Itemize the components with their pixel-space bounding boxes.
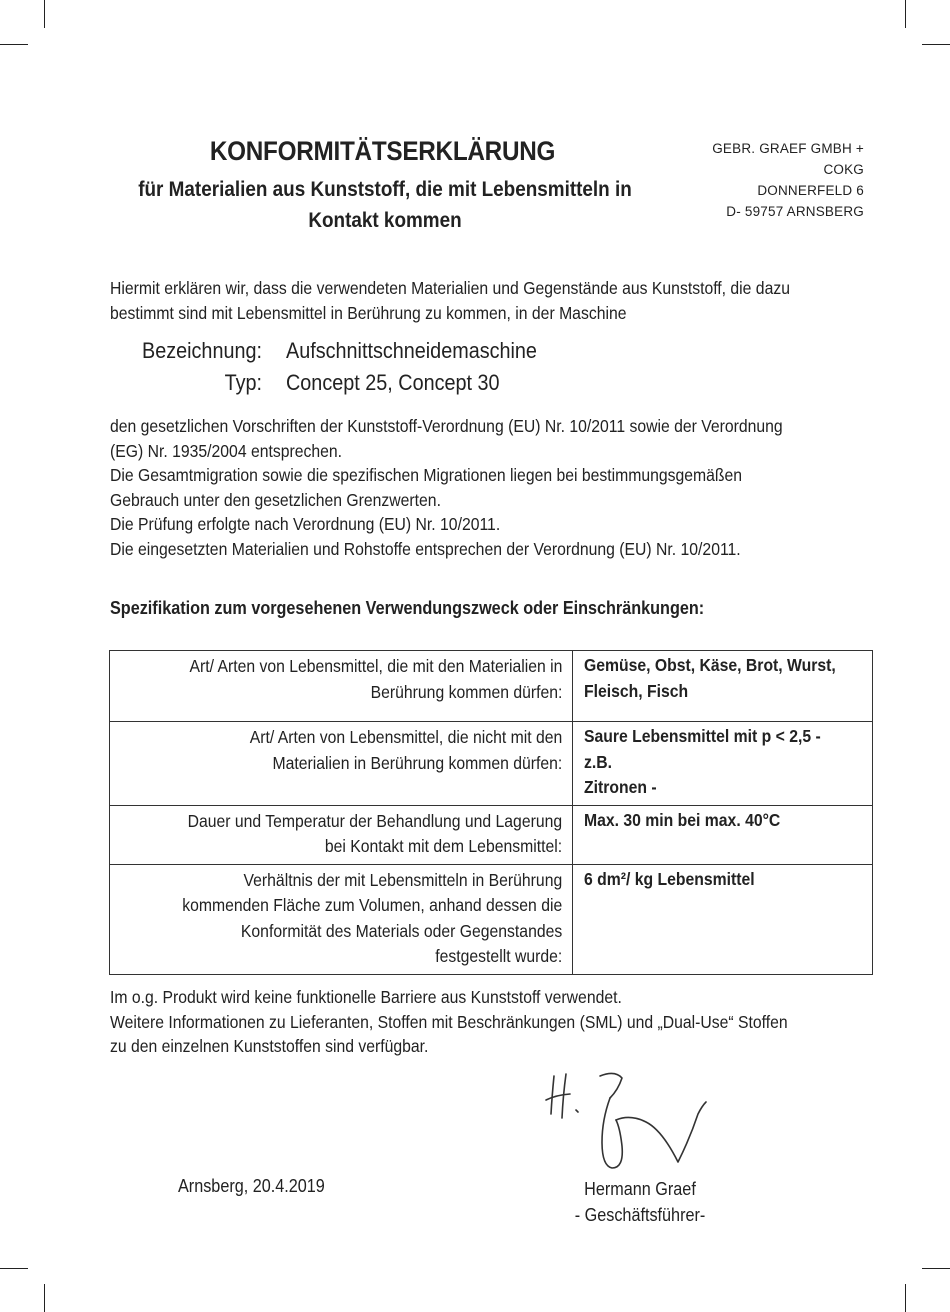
cell-line: Gemüse, Obst, Käse, Brot, Wurst,: [584, 655, 836, 675]
spec-label-cell: [110, 722, 573, 806]
cell-line: Dauer und Temperatur der Behandlung und Lagerung: [187, 810, 562, 831]
text-line: bestimmt sind mit Lebensmittel in Berührung zu kommen, in der Maschine: [110, 302, 627, 323]
type-value: Concept 25, Concept 30: [286, 370, 500, 395]
text-line: Die Gesamtmigration sowie die spezifischen Migrationen liegen bei bestimmungsgemäßen: [110, 465, 743, 485]
text-line: Im o.g. Produkt wird keine funktionelle Barriere aus Kunststoff verwendet.: [110, 987, 622, 1007]
cell-line: bei Kontakt mit dem Lebensmittel:: [324, 836, 562, 856]
text-line: zu den einzelnen Kunststoffen sind verfügbar.: [110, 1036, 429, 1056]
spec-label-cell: [110, 805, 573, 864]
cell-text: [584, 724, 838, 801]
spec-label-cell: [110, 651, 573, 722]
cell-text: [584, 808, 780, 834]
cell-text: [584, 653, 836, 704]
intro-paragraph: [110, 276, 794, 325]
address-line: DONNERFELD 6: [757, 183, 864, 198]
table-row: [110, 805, 873, 864]
cell-line: Berührung kommen dürfen:: [370, 681, 562, 702]
address-line: GEBR. GRAEF GMBH +: [712, 141, 864, 156]
cell-text: [188, 809, 562, 860]
cell-line: kommenden Fläche zum Volumen, anhand dessen die: [182, 895, 562, 915]
designation-label: Bezeichnung:: [142, 338, 262, 363]
cell-text: [249, 725, 562, 776]
text-line: Weitere Informationen zu Lieferanten, Stoffen mit Beschränkungen (SML) und „Dual-Use“ Stoffen: [110, 1011, 788, 1032]
crop-mark: [905, 0, 906, 28]
company-address: [712, 138, 864, 222]
spec-value-cell: [573, 722, 873, 806]
footer-paragraph: [110, 985, 794, 1059]
crop-mark: [44, 0, 45, 28]
document-title: KONFORMITÄTSERKLÄRUNG: [209, 136, 556, 166]
text-line: den gesetzlichen Vorschriften der Kunststoff-Verordnung (EU) Nr. 10/2011 sowie der Verordnung: [110, 416, 783, 436]
text-line: Die eingesetzten Materialien und Rohstoffe entsprechen der Verordnung (EU) Nr. 10/2011.: [110, 538, 741, 559]
document-subtitle: [120, 174, 651, 236]
text-line: Die Prüfung erfolgte nach Verordnung (EU) Nr. 10/2011.: [110, 514, 501, 534]
spec-table: [109, 650, 873, 975]
place-date: Arnsberg, 20.4.2019: [178, 1176, 325, 1196]
table-row: [110, 651, 873, 722]
subtitle-line: für Materialien aus Kunststoff, die mit Lebensmitteln in: [138, 178, 632, 201]
crop-mark: [44, 1284, 45, 1312]
text-line: Hiermit erklären wir, dass die verwendeten Materialien und Gegenstände aus Kunststoff, die dazu: [110, 278, 790, 298]
spec-heading: Spezifikation zum vorgesehenen Verwendungszweck oder Einschränkungen:: [110, 598, 705, 618]
spec-label-cell: [110, 864, 573, 974]
cell-line: festgestellt wurde:: [435, 946, 562, 966]
designation-value: Aufschnittschneidemaschine: [286, 338, 537, 363]
cell-line: Konformität des Materials oder Gegenstandes: [240, 920, 562, 941]
type-label: Typ:: [224, 370, 262, 395]
body-paragraph: [110, 414, 794, 561]
crop-mark: [0, 44, 28, 45]
crop-mark: [0, 1268, 28, 1269]
cell-text: [584, 867, 755, 893]
subtitle-line: Kontakt kommen: [308, 209, 462, 232]
spec-value-cell: [573, 651, 873, 722]
address-line: D- 59757 ARNSBERG: [726, 204, 864, 219]
address-line: COKG: [823, 162, 864, 177]
signatory-name: Hermann Graef: [584, 1179, 696, 1199]
table-row: [110, 864, 873, 974]
text-line: Gebrauch unter den gesetzlichen Grenzwerten.: [110, 489, 441, 510]
cell-text: [189, 654, 562, 705]
cell-line: Verhältnis der mit Lebensmitteln in Berührung: [243, 869, 562, 890]
crop-mark: [905, 1284, 906, 1312]
spec-value-cell: [573, 864, 873, 974]
crop-mark: [922, 44, 950, 45]
cell-line: Materialien in Berührung kommen dürfen:: [272, 752, 562, 773]
cell-line: Max. 30 min bei max. 40°C: [584, 809, 781, 830]
cell-line: Saure Lebensmittel mit p < 2,5 - z.B.: [584, 726, 821, 772]
cell-line: Fleisch, Fisch: [584, 680, 689, 701]
signatory: [550, 1176, 730, 1228]
text-line: (EG) Nr. 1935/2004 entsprechen.: [110, 440, 343, 461]
cell-text: [182, 868, 562, 970]
cell-line: Art/ Arten von Lebensmittel, die nicht mit den: [249, 727, 562, 747]
signatory-role: - Geschäftsführer-: [574, 1205, 706, 1225]
handwritten-signature: [540, 1068, 740, 1178]
table-row: [110, 722, 873, 806]
cell-line: Zitronen -: [584, 777, 657, 797]
spec-value-cell: [573, 805, 873, 864]
cell-line: 6 dm²/ kg Lebensmittel: [584, 868, 755, 889]
crop-mark: [922, 1268, 950, 1269]
cell-line: Art/ Arten von Lebensmittel, die mit den Materialien in: [189, 656, 562, 676]
